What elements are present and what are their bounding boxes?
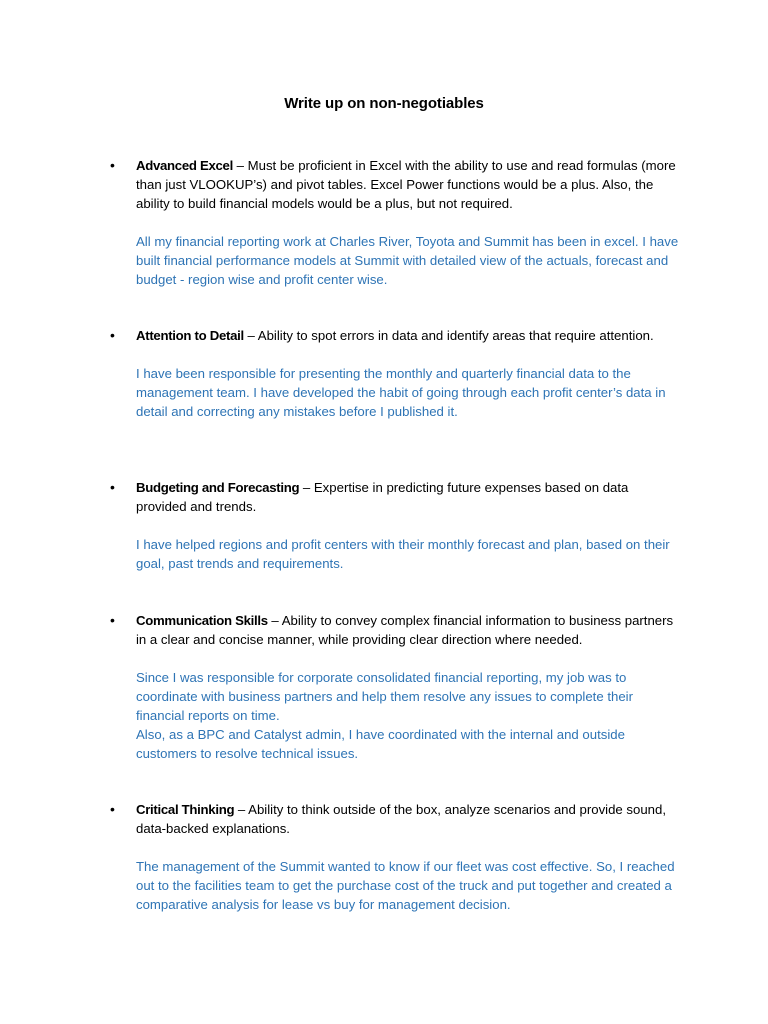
requirement-text bbox=[136, 156, 681, 213]
requirement-title: Communication Skills bbox=[136, 613, 268, 628]
response-paragraph: I have helped regions and profit centers with their monthly forecast and plan, based on their goal, past trends and requirements. bbox=[136, 537, 670, 571]
bullet-icon: • bbox=[110, 327, 115, 343]
requirement-description: Must be proficient in Excel with the ability to use and read formulas (more than just VLOOKUP’s) and pivot tables. Excel Power functions would be a plus. Also, the ability to build financial models would be a plus, but not required. bbox=[136, 158, 676, 211]
requirement-description: Expertise in predicting future expenses based on data provided and trends. bbox=[136, 480, 629, 514]
response-text bbox=[136, 535, 681, 573]
requirement-text bbox=[136, 478, 681, 516]
requirement-description: Ability to spot errors in data and identify areas that require attention. bbox=[257, 328, 654, 343]
requirement-title: Budgeting and Forecasting bbox=[136, 480, 300, 495]
bullet-icon: • bbox=[110, 801, 115, 817]
response-text bbox=[136, 232, 681, 289]
separator: – bbox=[243, 328, 258, 343]
requirement-title: Advanced Excel bbox=[136, 158, 233, 173]
bullet-icon: • bbox=[110, 157, 115, 173]
requirement-description: Ability to convey complex financial information to business partners in a clear and concise manner, while providing clear direction where needed. bbox=[136, 613, 674, 647]
list-item-advanced-excel bbox=[110, 156, 681, 289]
document-title: Write up on non-negotiables bbox=[284, 95, 484, 112]
response-text bbox=[136, 364, 681, 421]
bullet-icon: • bbox=[110, 612, 115, 628]
separator: – bbox=[299, 480, 314, 495]
response-text bbox=[136, 668, 681, 763]
list-item-budgeting-and-forecasting bbox=[110, 478, 681, 573]
separator: – bbox=[232, 158, 248, 173]
response-text bbox=[136, 857, 681, 914]
requirement-description: Ability to think outside of the box, analyze scenarios and provide sound, data-backed explanations. bbox=[136, 802, 667, 836]
requirement-title: Attention to Detail bbox=[136, 328, 244, 343]
requirement-text bbox=[136, 611, 681, 649]
requirement-text bbox=[136, 800, 681, 838]
bullet-icon: • bbox=[110, 479, 115, 495]
response-paragraph: All my financial reporting work at Charles River, Toyota and Summit has been in excel. I have built financial performance models at Summit with detailed view of the actuals, forecast and budget - region wise and profit center wise. bbox=[136, 234, 679, 287]
requirement-text bbox=[136, 326, 681, 345]
list-item-critical-thinking bbox=[110, 800, 681, 914]
response-paragraph: I have been responsible for presenting the monthly and quarterly financial data to the management team. I have developed the habit of going through each profit center’s data in detail and correcting any mistakes before I published it. bbox=[136, 366, 666, 419]
response-paragraph: The management of the Summit wanted to know if our fleet was cost effective. So, I reached out to the facilities team to get the purchase cost of the truck and put together and created a comparative analysis for lease vs buy for management decision. bbox=[136, 859, 675, 912]
separator: – bbox=[267, 613, 282, 628]
requirement-title: Critical Thinking bbox=[136, 802, 235, 817]
response-paragraph: Also, as a BPC and Catalyst admin, I have coordinated with the internal and outside customers to resolve technical issues. bbox=[136, 727, 625, 761]
list-item-attention-to-detail bbox=[110, 326, 681, 421]
response-paragraph: Since I was responsible for corporate consolidated financial reporting, my job was to coordinate with business partners and help them resolve any issues to complete their financial reports on time. bbox=[136, 670, 633, 723]
separator: – bbox=[234, 802, 249, 817]
list-item-communication-skills bbox=[110, 611, 681, 763]
